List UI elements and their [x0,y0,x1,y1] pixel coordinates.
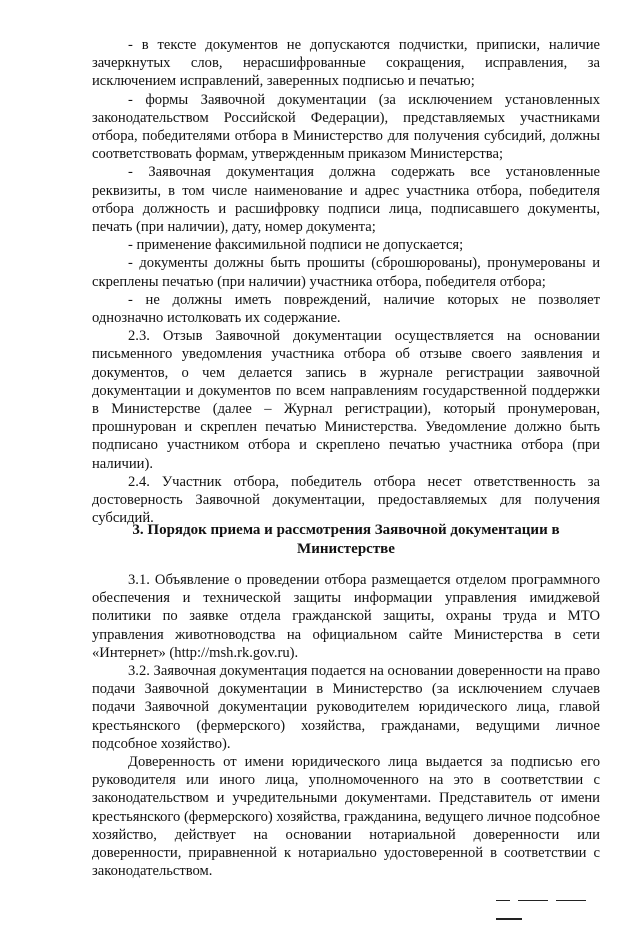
list-item: - применение факсимильной подписи не допускается; [128,237,464,254]
paragraph-3-1: 3.1. Объявление о проведении отбора размещается отделом программного обеспечения и технической защиты информации управления имиджевой политики по заявке отдела гражданской защиты, охраны труда и МТО управления животноводства на официальном сайте Министерства в сети «Интернет» (http://msh.rk.gov.ru). [92,572,600,661]
section-3-heading-line2: Министерстве [297,541,395,557]
paragraph-3-2: 3.2. Заявочная документация подается на основании доверенности на право подачи Заявочной документации в Министерство (за исключением случаев подачи Заявочной документации руководителем юридического лица, главой крестьянского (фермерского) хозяйства, гражданами, ведущими личное подсобное хозяйство). [92,663,600,752]
list-item: - не должны иметь повреждений, наличие которых не позволяет однозначно истолковать их содержание. [92,291,600,327]
paragraph-2-4: 2.4. Участник отбора, победитель отбора несет ответственность за достоверность Заявочной документации, предоставляемых для получения субсидий. [92,473,600,527]
requirements-list [92,36,600,527]
footer-marks [496,891,626,895]
list-item: - документы должны быть прошиты (сброшюрованы), пронумерованы и скреплены печатью (при наличии) участника отбора, победителя отбора; [92,255,600,290]
paragraph-2-3: 2.3. Отзыв Заявочной документации осуществляется на основании письменного уведомления участника отбора об отзыве своего заявления и документов, о чем делается запись в журнале регистрации заявочной документации и документов по всем направлениям государственной поддержки в Министерстве (далее – Журнал регистрации), который пронумерован, прошнурован и скреплен печатью Министерства. Уведомление должно быть подписано участником отбора и скреплено печатью участника отбора (при наличии). [92,328,600,472]
paragraph-power-of-attorney: Доверенность от имени юридического лица выдается за подписью его руководителя или иного лица, уполномоченного на это в соответствии с законодательством и учредительными документами. Представитель от имени крестьянского (фермерского) хозяйства, гражданина, ведущего личное подсобное хозяйство, действует на основании нотариальной доверенности или доверенности, приравненной к нотариально удостоверенной в соответствии с законодательством. [92,754,600,880]
list-item: - в тексте документов не допускаются подчистки, приписки, наличие зачеркнутых слов, нерасшифрованные сокращения, исправления, за исключением исправлений, заверенных подписью и печатью; [92,37,600,90]
list-item: - Заявочная документация должна содержать все установленные реквизиты, в том числе наименование и адрес участника отбора, победителя отбора должность и расшифровку подписи лица, подписавшего документы, печать (при наличии), дату, номер документа; [92,164,600,236]
section-3-heading-line1: 3. Порядок приема и рассмотрения Заявочной документации в [132,522,560,538]
section-3-body [92,571,600,880]
section-3-heading [92,521,600,559]
list-item: - формы Заявочной документации (за исключением установленных законодательством Российской Федерации), представляемых участниками отбора, победителями отбора в Министерство для получения субсидий, должны соответствовать формам, утвержденным приказом Министерства; [92,91,600,163]
